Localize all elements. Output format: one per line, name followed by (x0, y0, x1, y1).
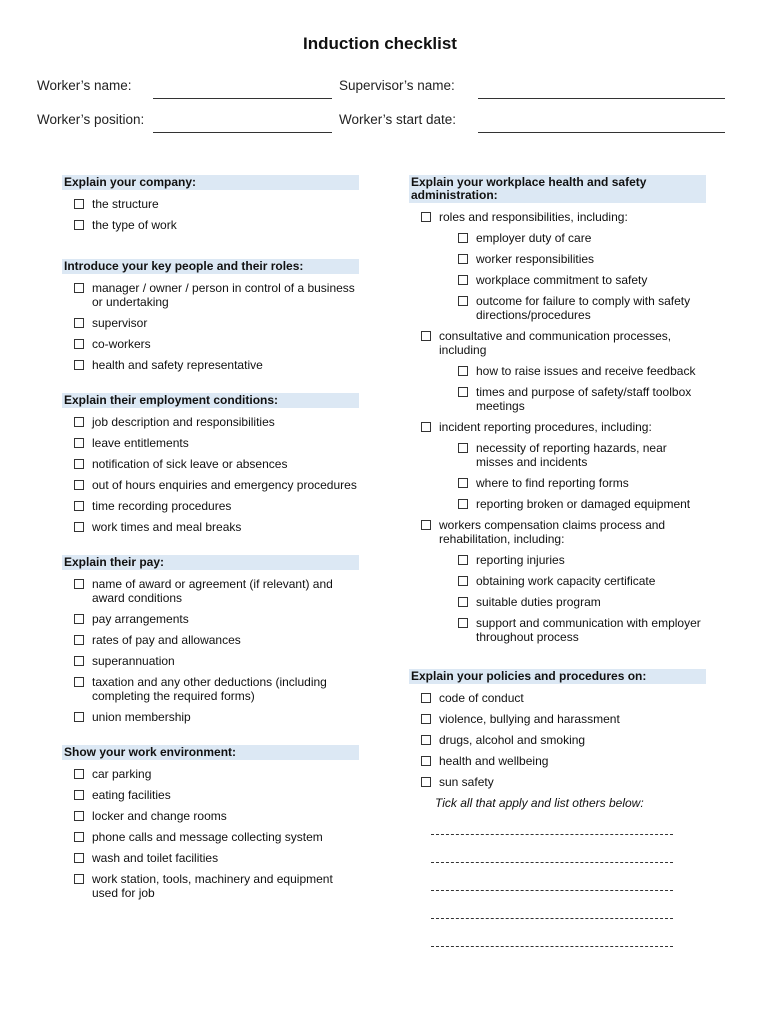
checkbox[interactable] (458, 555, 468, 565)
checklist-item: workers compensation claims process and rehabilitation, including: (409, 518, 706, 546)
checkbox[interactable] (421, 756, 431, 766)
worker-position-field[interactable] (153, 132, 332, 133)
checkbox[interactable] (74, 832, 84, 842)
checklist-subitem: support and communication with employer throughout process (409, 616, 706, 644)
worker-name-field[interactable] (153, 98, 332, 99)
checkbox[interactable] (421, 714, 431, 724)
section-pay (62, 555, 359, 724)
checkbox[interactable] (458, 275, 468, 285)
worker-position-label: Worker’s position: (37, 112, 145, 127)
section-employment-conditions (62, 393, 359, 534)
write-in-line[interactable] (431, 834, 673, 835)
worker-start-date-label: Worker’s start date: (339, 112, 457, 127)
section-heading: Explain your workplace health and safety administration: (409, 175, 706, 203)
checklist-subitem: worker responsibilities (409, 252, 706, 266)
section-company (62, 175, 359, 232)
checklist-item: work station, tools, machinery and equipment used for job (62, 872, 359, 900)
checklist-subitem: suitable duties program (409, 595, 706, 609)
checkbox[interactable] (74, 199, 84, 209)
checklist-item: the type of work (62, 218, 359, 232)
checkbox[interactable] (74, 417, 84, 427)
checkbox[interactable] (458, 233, 468, 243)
checklist-item: work times and meal breaks (62, 520, 359, 534)
supervisor-name-label: Supervisor’s name: (339, 78, 455, 93)
checklist-item: violence, bullying and harassment (409, 712, 706, 726)
checkbox[interactable] (458, 618, 468, 628)
write-in-line[interactable] (431, 946, 673, 947)
write-in-line[interactable] (431, 862, 673, 863)
section-heading: Show your work environment: (62, 745, 359, 760)
checklist-item: notification of sick leave or absences (62, 457, 359, 471)
checkbox[interactable] (458, 387, 468, 397)
checkbox[interactable] (421, 212, 431, 222)
checkbox[interactable] (74, 220, 84, 230)
checkbox[interactable] (458, 576, 468, 586)
checklist-item: time recording procedures (62, 499, 359, 513)
checkbox[interactable] (74, 283, 84, 293)
checkbox[interactable] (74, 635, 84, 645)
checkbox[interactable] (458, 597, 468, 607)
checklist-subitem: reporting broken or damaged equipment (409, 497, 706, 511)
checklist-item: eating facilities (62, 788, 359, 802)
checkbox[interactable] (74, 360, 84, 370)
checkbox[interactable] (74, 790, 84, 800)
checklist-item: code of conduct (409, 691, 706, 705)
checklist-item: co-workers (62, 337, 359, 351)
checkbox[interactable] (74, 853, 84, 863)
checklist-item: drugs, alcohol and smoking (409, 733, 706, 747)
checkbox[interactable] (421, 520, 431, 530)
checkbox[interactable] (458, 296, 468, 306)
checklist-subitem: employer duty of care (409, 231, 706, 245)
checkbox[interactable] (421, 777, 431, 787)
checklist-subitem: reporting injuries (409, 553, 706, 567)
section-whs-administration (409, 175, 706, 644)
checkbox[interactable] (421, 422, 431, 432)
checklist-item: car parking (62, 767, 359, 781)
checklist-item: phone calls and message collecting system (62, 830, 359, 844)
checkbox[interactable] (74, 712, 84, 722)
section-heading: Introduce your key people and their roles: (62, 259, 359, 274)
checklist-item: superannuation (62, 654, 359, 668)
checkbox[interactable] (74, 318, 84, 328)
checklist-item: locker and change rooms (62, 809, 359, 823)
section-heading: Explain your company: (62, 175, 359, 190)
checklist-item: health and wellbeing (409, 754, 706, 768)
checklist-subitem: workplace commitment to safety (409, 273, 706, 287)
checkbox[interactable] (74, 656, 84, 666)
section-heading: Explain their pay: (62, 555, 359, 570)
checkbox[interactable] (74, 769, 84, 779)
checklist-item: union membership (62, 710, 359, 724)
checkbox[interactable] (421, 735, 431, 745)
checklist-item: name of award or agreement (if relevant) and award conditions (62, 577, 359, 605)
write-in-line[interactable] (431, 890, 673, 891)
checklist-item: leave entitlements (62, 436, 359, 450)
supervisor-name-field[interactable] (478, 98, 725, 99)
checklist-item: sun safety (409, 775, 706, 789)
checklist-subitem: necessity of reporting hazards, near misses and incidents (409, 441, 706, 469)
checklist-subitem: obtaining work capacity certificate (409, 574, 706, 588)
checkbox[interactable] (458, 443, 468, 453)
checklist-subitem: where to find reporting forms (409, 476, 706, 490)
checklist-item: taxation and any other deductions (including completing the required forms) (62, 675, 359, 703)
checkbox[interactable] (74, 459, 84, 469)
section-policies (409, 669, 706, 947)
checklist-item: consultative and communication processes, including (409, 329, 706, 357)
checklist-item: roles and responsibilities, including: (409, 210, 706, 224)
checkbox[interactable] (74, 480, 84, 490)
checkbox[interactable] (458, 366, 468, 376)
checklist-item: health and safety representative (62, 358, 359, 372)
section-heading: Explain your policies and procedures on: (409, 669, 706, 684)
section-heading: Explain their employment conditions: (62, 393, 359, 408)
worker-name-label: Worker’s name: (37, 78, 132, 93)
section-work-environment (62, 745, 359, 900)
instruction-note: Tick all that apply and list others below: (435, 796, 644, 810)
checkbox[interactable] (421, 331, 431, 341)
page-title: Induction checklist (303, 34, 457, 53)
checkbox[interactable] (74, 811, 84, 821)
checkbox[interactable] (74, 579, 84, 589)
section-key-people (62, 259, 359, 372)
checklist-item: out of hours enquiries and emergency procedures (62, 478, 359, 492)
checklist-item: pay arrangements (62, 612, 359, 626)
checklist-item: incident reporting procedures, including: (409, 420, 706, 434)
checkbox[interactable] (74, 339, 84, 349)
checkbox[interactable] (74, 874, 84, 884)
checklist-item: rates of pay and allowances (62, 633, 359, 647)
checklist-item: supervisor (62, 316, 359, 330)
checklist-item: wash and toilet facilities (62, 851, 359, 865)
write-in-line[interactable] (431, 918, 673, 919)
worker-start-date-field[interactable] (478, 132, 725, 133)
checklist-subitem: outcome for failure to comply with safety directions/procedures (409, 294, 706, 322)
checkbox[interactable] (74, 614, 84, 624)
checkbox[interactable] (458, 499, 468, 509)
checkbox[interactable] (74, 501, 84, 511)
checkbox[interactable] (458, 254, 468, 264)
checkbox[interactable] (421, 693, 431, 703)
checkbox[interactable] (74, 677, 84, 687)
checklist-item: manager / owner / person in control of a business or undertaking (62, 281, 359, 309)
left-column (62, 175, 359, 900)
checklist-item: the structure (62, 197, 359, 211)
right-column (409, 175, 706, 947)
checklist-item: job description and responsibilities (62, 415, 359, 429)
checkbox[interactable] (458, 478, 468, 488)
checklist-subitem: times and purpose of safety/staff toolbox meetings (409, 385, 706, 413)
checklist-subitem: how to raise issues and receive feedback (409, 364, 706, 378)
checkbox[interactable] (74, 522, 84, 532)
checkbox[interactable] (74, 438, 84, 448)
